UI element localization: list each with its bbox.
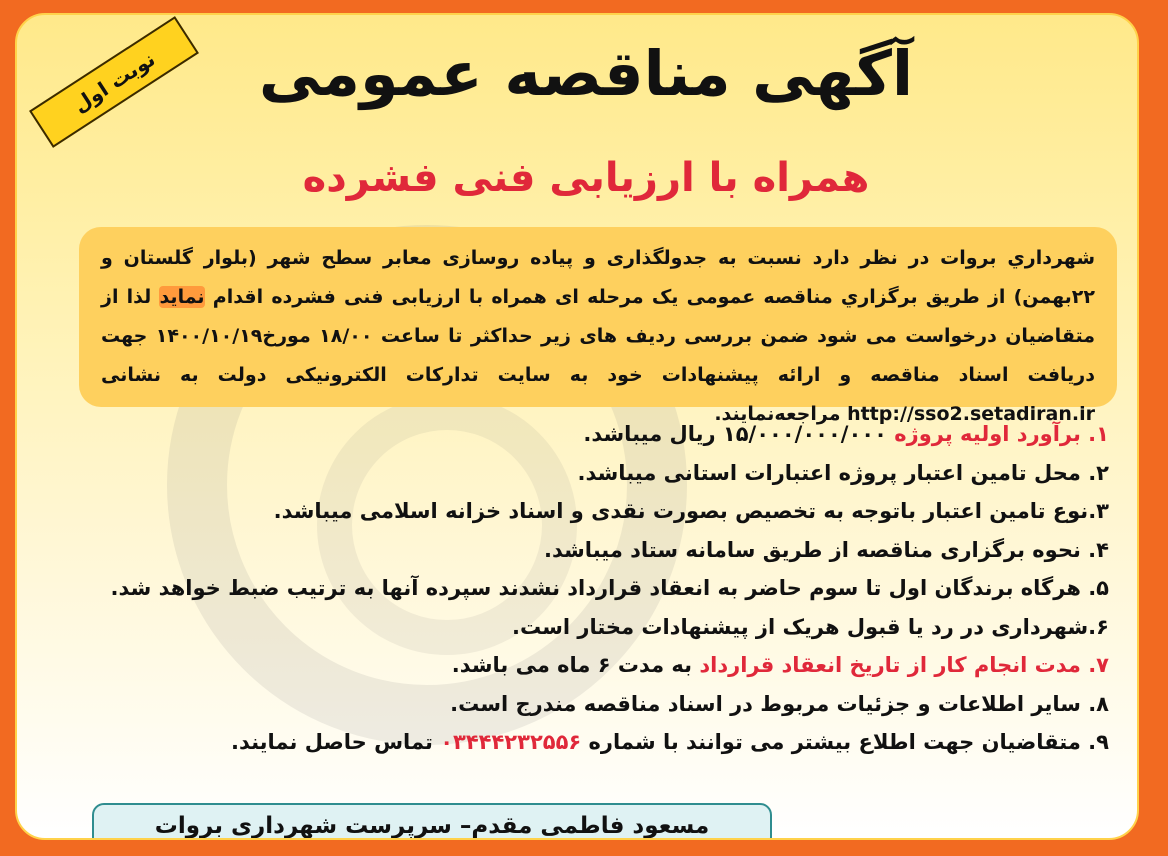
list-item (77, 415, 1109, 454)
intro-paragraph (79, 227, 1117, 425)
conditions-list (77, 415, 1109, 762)
list-item (77, 723, 1109, 762)
list-item: ۶.شهرداری در رد یا قبول هریک از پیشنهادات مختار است. (512, 614, 1109, 639)
list-item: ۲. محل تامین اعتبار پروژه اعتبارات استانی میباشد. (577, 460, 1109, 485)
item-1-label: ۱. برآورد اولیه پروژه (894, 422, 1109, 446)
page-subtitle: همراه با ارزیابی فنی فشرده (302, 155, 870, 201)
intro-text-1: شهرداري بروات در نظر دارد نسبت به جدولگذاری و پیاده روسازی معابر سطح شهر (بلوار گلستان و ۲۲بهمن) از طریق برگزاري مناقصه عمومی یک مرحله ای همراه با ارزیابی فنی فشرده اقدام (101, 247, 1095, 308)
list-item: ۴. نحوه برگزاری مناقصه از طریق سامانه ستاد میباشد. (544, 537, 1109, 562)
item-7-text: به مدت ۶ ماه می باشد. (451, 653, 700, 677)
setadiran-link[interactable]: http://sso2.setadiran.ir (847, 403, 1095, 425)
notice-frame (15, 13, 1139, 840)
item-1-text: ۱۵/۰۰۰/۰۰۰/۰۰۰ ریال میباشد. (583, 422, 895, 446)
signature-box: مسعود فاطمی مقدم– سرپرست شهرداری بروات (92, 803, 772, 840)
intro-highlight: نماید (159, 286, 205, 308)
page-title: آگهی مناقصه عمومی (258, 37, 914, 110)
item-9-text-a: ۹. متقاضیان جهت اطلاع بیشتر می توانند با شماره (581, 730, 1109, 754)
item-7-label: ۷. مدت انجام کار از تاریخ انعقاد قرارداد (699, 653, 1109, 677)
contact-phone-number[interactable]: ۰۳۴۴۴۲۳۲۵۵۶ (440, 730, 582, 754)
list-item: ۸. سایر اطلاعات و جزئیات مربوط در اسناد مناقصه مندرج است. (450, 691, 1109, 716)
list-item: ۵. هرگاه برندگان اول تا سوم حاضر به انعقاد قرارداد نشدند سپرده آنها به ترتیب ضبط خواهد شد. (110, 576, 1109, 600)
first-round-ribbon: نوبت اول (29, 16, 199, 148)
list-item: ۳.نوع تامین اعتبار باتوجه به تخصیص بصورت نقدی و اسناد خزانه اسلامی میباشد. (273, 499, 1109, 523)
intro-text-3: مراجعه‌نمایند. (714, 403, 848, 425)
item-9-text-b: تماس حاصل نمایند. (230, 730, 441, 754)
list-item (77, 646, 1109, 685)
intro-text-2: لذا از متقاضیان درخواست می شود ضمن بررسی ردیف های زیر حداکثر تا ساعت ۱۸/۰۰ مورخ۱۴۰۰/۱۰/۱۹ جهت دریافت اسناد مناقصه و ارائه پیشنهادات خود به سایت تدارکات الکترونیکی دولت به نشانی (101, 286, 1096, 386)
